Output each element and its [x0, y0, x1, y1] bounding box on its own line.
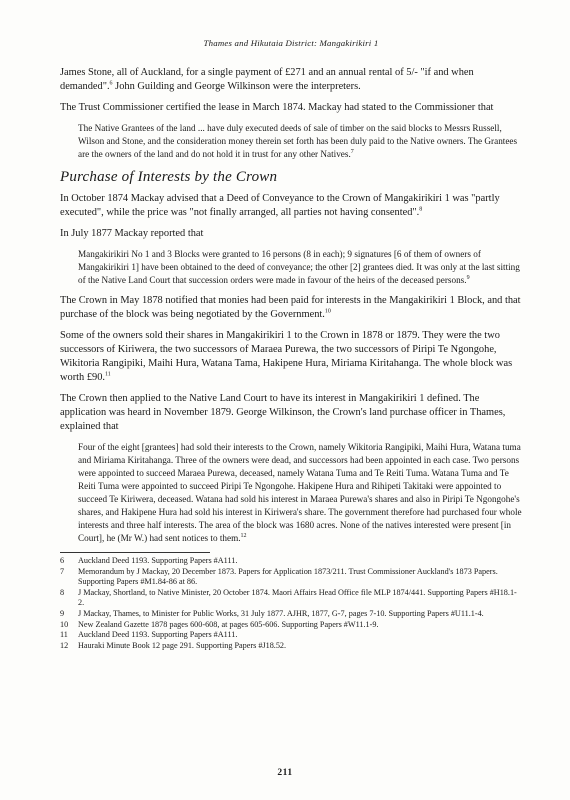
- section-heading: Purchase of Interests by the Crown: [60, 169, 278, 185]
- block-quote-wilkinson: [78, 441, 522, 545]
- footnote-ref: 11: [105, 371, 111, 378]
- paragraph-text: The Crown in May 1878 notified that monies had been paid for interests in the Mangakirikiri 1 Block, and that purchase of the block was being negotiated by the Government.: [60, 295, 521, 320]
- footnote-number: 8: [60, 587, 65, 597]
- footnote-number: 7: [60, 566, 65, 576]
- footnote-item: [60, 556, 522, 567]
- footnote-ref: 7: [350, 148, 354, 155]
- footnote-item: [60, 620, 522, 631]
- page-number: 211: [277, 768, 293, 778]
- quote-text: The Native Grantees of the land ... have duly executed deeds of sale of timber on the said blocks to Messrs Russell, Wilson and Stone, and the consideration money therein set forth has been duly paid to the Native owners. The Grantees are the owners of the land and do not hold it in trust for any other Natives.: [78, 123, 518, 159]
- paragraph-text: James Stone, all of Auckland, for a single payment of £271 and an annual rental of 5/- "if and when demanded".: [60, 67, 474, 92]
- footnote-text: Auckland Deed 1193. Supporting Papers #A111.: [78, 630, 238, 640]
- block-quote-grantees: [78, 122, 522, 161]
- footnote-ref: 12: [240, 532, 247, 539]
- footnote-number: 9: [60, 608, 65, 618]
- paragraph-text: In October 1874 Mackay advised that a Deed of Conveyance to the Crown of Mangakirikiri 1 was "partly executed", while the price was "not finally arranged, all parties not having consented".: [60, 193, 500, 218]
- paragraph-may-1878: [60, 294, 522, 322]
- footnote-text: Auckland Deed 1193. Supporting Papers #A111.: [78, 556, 238, 565]
- footnote-item: [60, 630, 522, 641]
- footnote-text: J Mackay, Thames, to Minister for Public Works, 31 July 1877. AJHR, 1877, G-7, pages 7-10. Supporting Papers #U11.1-4.: [78, 608, 484, 618]
- document-page: [60, 38, 522, 651]
- footnote-item: [60, 567, 522, 588]
- footnote-item: [60, 609, 522, 620]
- footnote-ref: 10: [324, 308, 331, 315]
- footnote-number: 10: [60, 619, 69, 629]
- paragraph-lease-payment: [60, 66, 522, 94]
- quote-text: Four of the eight [grantees] had sold their interests to the Crown, namely Wikitoria Rangipiki, Maihi Hura, Watana tuma and Miriama Kiritahanga. Three of the owners were dead, and successors had been appointed in each case. Two persons were appointed to succeed Maraea Purewa, deceased, namely Watana Tuma and Te Reiti Tuma. Watana Tuma and Te Reiti Tuma were appointed to succeed Piripi Te Ngongohe. Hakipene Hura and Rihipeti Takitaki were appointed to succeed Te Kiriwera, deceased. Watana had sold his interest in Maraea Purewa's shares and also in Piripi Te Ngongohe's shares, and Hakipene Hura had sold his interest in Kiriwera's share. The government therefore had purchased four whole interests and three half interests. The area of the block was 1680 acres. None of the natives interested were present [in Court], he (Mr W.) had sent notices to them.: [78, 442, 522, 543]
- footnote-number: 12: [60, 640, 69, 650]
- footnote-text: New Zealand Gazette 1878 pages 600-608, at pages 605-606. Supporting Papers #W11.1-9.: [78, 619, 379, 629]
- paragraph-deed-conveyance: [60, 192, 522, 220]
- footnote-ref: 8: [419, 206, 423, 213]
- footnotes: [60, 556, 522, 651]
- quote-text: Mangakirikiri No 1 and 3 Blocks were granted to 16 persons (8 in each); 9 signatures [6 of them of owners of Mangakirikiri 1] have been obtained to the deed of conveyance; the other [2] grantees died. It was only at the last sitting of the Native Land Court that succession orders were made in favour of the heirs of the deceased persons.: [78, 249, 520, 285]
- running-head: Thames and Hikutaia District: Mangakirikiri 1: [203, 38, 379, 48]
- footnote-text: J Mackay, Shortland, to Native Minister, 20 October 1874. Maori Affairs Head Office file MLP 1874/441. Supporting Papers #H18.1-2.: [78, 587, 517, 608]
- footnote-ref: 9: [466, 274, 470, 281]
- footnote-text: Hauraki Minute Book 12 page 291. Supporting Papers #J18.52.: [78, 640, 287, 650]
- paragraph-native-land-court: The Crown then applied to the Native Land Court to have its interest in Mangakirikiri 1 defined. The application was heard in November 1879. George Wilkinson, the Crown's land purchase officer in Thames, explained that: [60, 393, 506, 432]
- footnote-divider: [60, 552, 210, 553]
- footnote-ref: 6: [109, 80, 113, 87]
- footnote-number: 6: [60, 556, 65, 565]
- paragraph-text: Some of the owners sold their shares in Mangakirikiri 1 to the Crown in 1878 or 1879. They were the two successors of Kiriwera, the two successors of Maraea Purewa, the two successors of Piripi Te Ngongohe, Wikitoria Rangipiki, Maihi Hura, Watana Tama, Hakipene Hura, Miriama Kiritahanga. The whole block was worth £90.: [60, 330, 513, 383]
- paragraph-text: John Guilding and George Wilkinson were the interpreters.: [112, 81, 361, 92]
- footnote-text: Memorandum by J Mackay, 20 December 1873. Papers for Application 1873/211. Trust Commissioner Auckland's 1873 Papers. Supporting Papers #M1.84-86 at 86.: [78, 566, 498, 587]
- paragraph-owners-sold: [60, 329, 522, 385]
- paragraph-july-1877: In July 1877 Mackay reported that: [60, 228, 204, 239]
- footnote-item: [60, 641, 522, 652]
- paragraph-trust-commissioner: The Trust Commissioner certified the lease in March 1874. Mackay had stated to the Commissioner that: [60, 102, 494, 113]
- block-quote-signatures: [78, 248, 522, 287]
- footnote-number: 11: [60, 630, 68, 640]
- footnote-item: [60, 588, 522, 609]
